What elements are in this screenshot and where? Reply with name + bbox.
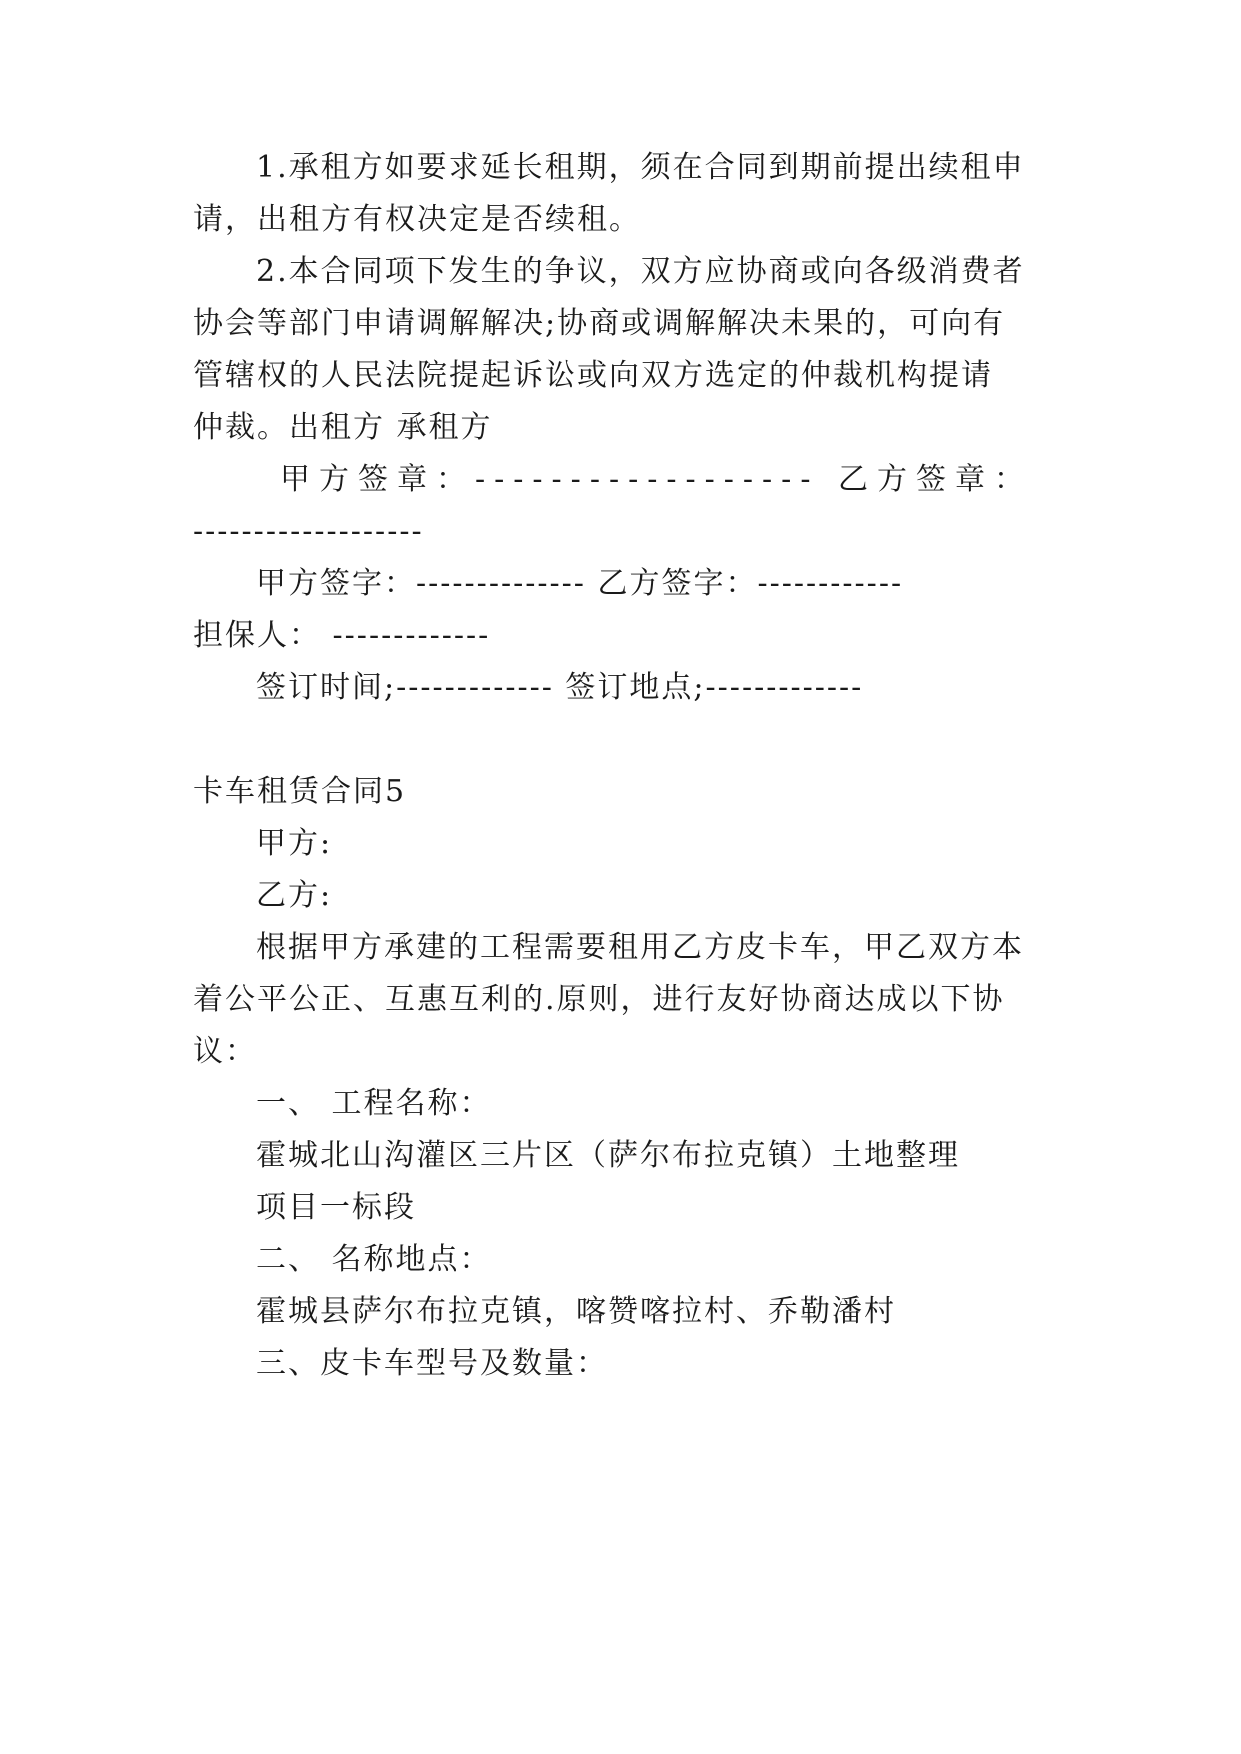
paragraph-line: 1.承租方如要求延长租期，须在合同到期前提出续租申: [256, 150, 1025, 185]
paragraph-line: 项目一标段: [256, 1190, 416, 1225]
paragraph-line: 协会等部门申请调解解决;协商或调解解决未果的，可向有: [193, 306, 1006, 341]
guarantor-line: 担保人： -------------: [193, 618, 491, 653]
paragraph-line: 仲裁。出租方 承租方: [193, 410, 493, 445]
paragraph-line: 议：: [193, 1034, 257, 1069]
paragraph-line: 着公平公正、互惠互利的.原则，进行友好协商达成以下协: [193, 982, 1005, 1017]
paragraph-line: 根据甲方承建的工程需要租用乙方皮卡车，甲乙双方本: [256, 930, 1024, 965]
paragraph-line: 2.本合同项下发生的争议，双方应协商或向各级消费者: [256, 254, 1025, 289]
party-a-line: 甲方:: [256, 826, 333, 861]
signature-stamp-line-cont: -------------------: [193, 514, 424, 549]
party-b-line: 乙方:: [256, 878, 333, 913]
signature-line: 甲方签字：-------------- 乙方签字：------------: [256, 566, 904, 601]
signing-date-place-line: 签订时间;------------- 签订地点;-------------: [256, 670, 864, 705]
section-heading: 二、 名称地点：: [256, 1242, 492, 1277]
paragraph-line: 请，出租方有权决定是否续租。: [193, 202, 641, 237]
section-heading: 三、皮卡车型号及数量：: [256, 1346, 608, 1381]
paragraph-line: 霍城县萨尔布拉克镇，喀赞喀拉村、乔勒潘村: [256, 1294, 896, 1329]
paragraph-line: 管辖权的人民法院提起诉讼或向双方选定的仲裁机构提请: [193, 358, 993, 393]
section-heading: 一、 工程名称：: [256, 1086, 492, 1121]
contract-title: 卡车租赁合同5: [193, 774, 407, 809]
paragraph-line: 霍城北山沟灌区三片区（萨尔布拉克镇）土地整理: [256, 1138, 960, 1173]
signature-stamp-line: 甲方签章：------------------ 乙方签章：: [280, 462, 1033, 497]
